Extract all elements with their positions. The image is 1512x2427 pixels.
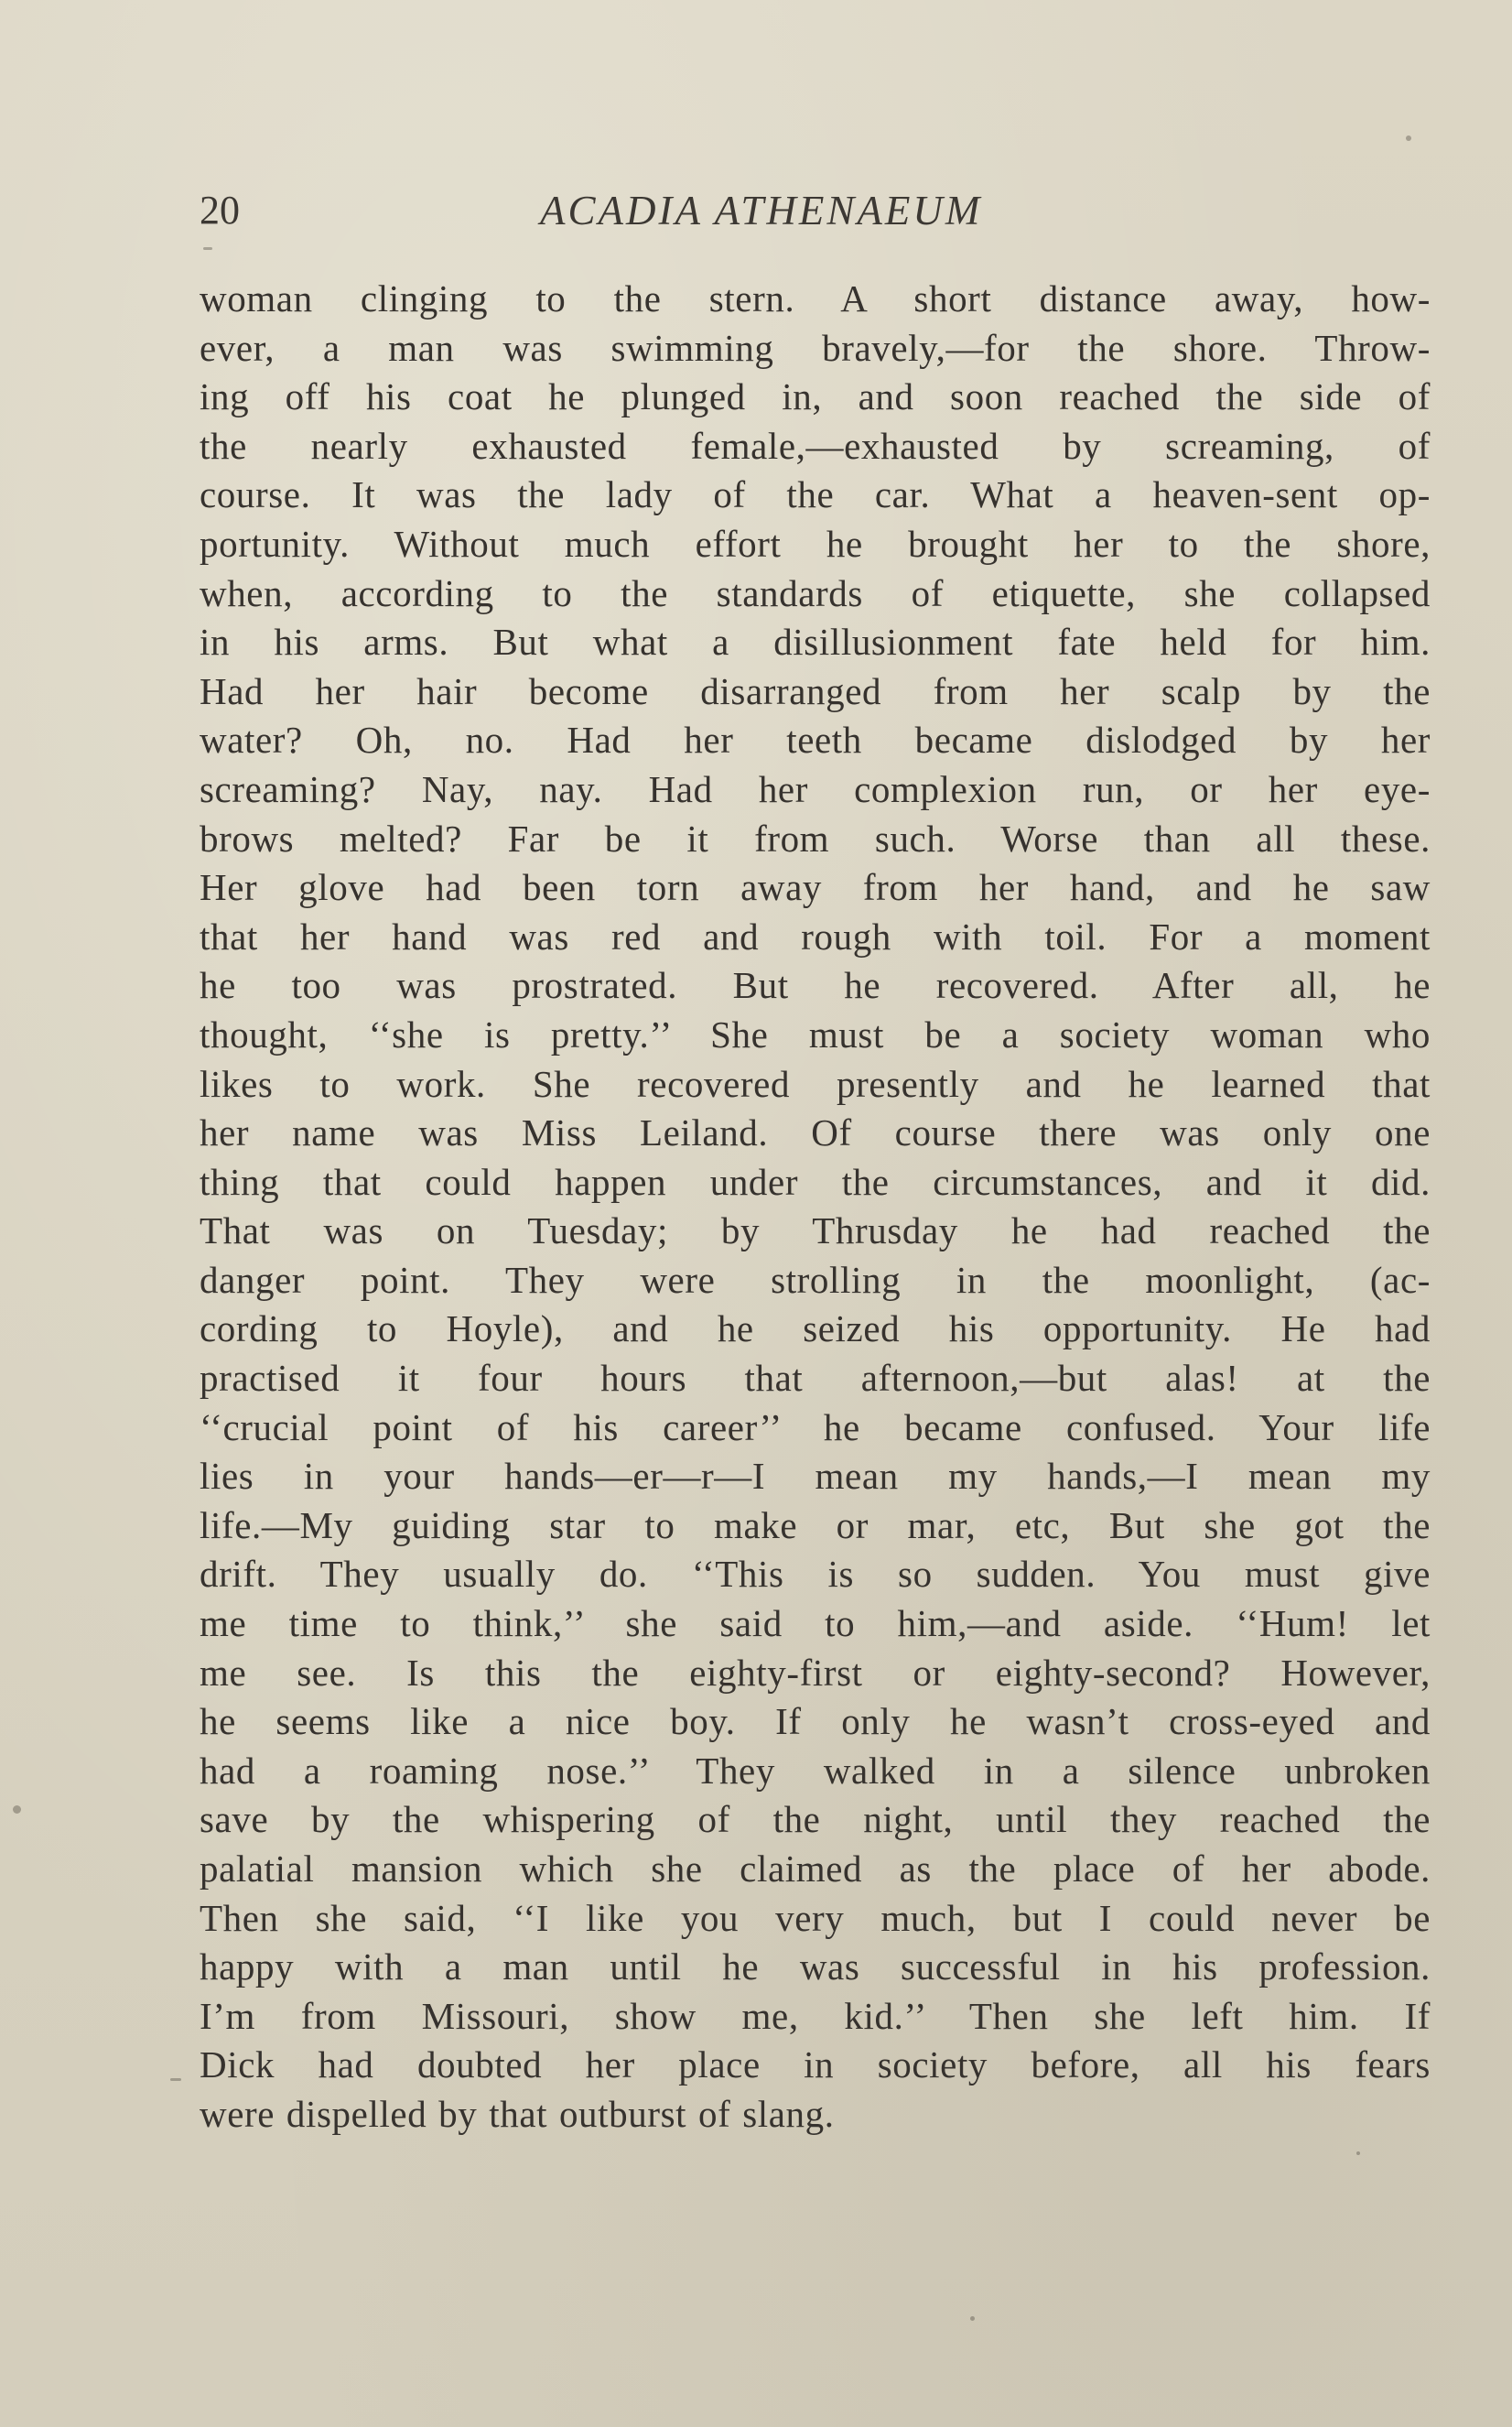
text-line: ever, a man was swimming bravely,—for the shore. Throw- <box>200 326 1431 369</box>
page-header <box>200 183 1078 247</box>
text-line: ‘‘crucial point of his career’’ he became confused. Your life <box>200 1405 1431 1448</box>
text-line: me see. Is this the eighty-first or eighty-second? However, <box>200 1651 1431 1694</box>
text-line: in his arms. But what a disillusionment fate held for him. <box>200 621 1431 664</box>
text-line: lies in your hands—er—r—I mean my hands,—I mean my <box>200 1455 1431 1498</box>
text-line: thought, ‘‘she is pretty.’’ She must be a society woman who <box>200 1013 1431 1056</box>
text-line: course. It was the lady of the car. What a heaven-sent op- <box>200 473 1431 516</box>
text-line: danger point. They were strolling in the moonlight, (ac- <box>200 1258 1431 1301</box>
text-line: that her hand was red and rough with toil. For a moment <box>200 915 1431 958</box>
text-line: Then she said, ‘‘I like you very much, but I could never be <box>200 1896 1431 1939</box>
text-line: Dick had doubted her place in society before, all his fears <box>200 2043 1431 2086</box>
text-line: water? Oh, no. Had her teeth became dislodged by her <box>200 719 1431 762</box>
text-line: Her glove had been torn away from her hand, and he saw <box>200 866 1431 909</box>
text-line: drift. They usually do. ‘‘This is so sudden. You must give <box>200 1553 1431 1596</box>
text-line: save by the whispering of the night, until they reached the <box>200 1798 1431 1841</box>
text-line: woman clinging to the stern. A short distance away, how- <box>200 277 1431 320</box>
text-line: cording to Hoyle), and he seized his opportunity. He had <box>200 1307 1431 1350</box>
text-line: palatial mansion which she claimed as the place of her abode. <box>200 1847 1431 1890</box>
paper-speck <box>1406 135 1411 141</box>
text-line: That was on Tuesday; by Thrusday he had reached the <box>200 1209 1431 1252</box>
running-head: ACADIA ATHENAEUM <box>540 188 983 233</box>
paper-speck <box>203 247 212 250</box>
text-line: me time to think,’’ she said to him,—and aside. ‘‘Hum! let <box>200 1602 1431 1645</box>
text-line: screaming? Nay, nay. Had her complexion run, or her eye- <box>200 767 1431 810</box>
text-line: happy with a man until he was successful in his profession. <box>200 1945 1431 1988</box>
text-line: her name was Miss Leiland. Of course there was only one <box>200 1111 1431 1154</box>
text-line: he seems like a nice boy. If only he wasn’t cross-eyed and <box>200 1700 1431 1743</box>
paper-speck <box>970 2316 975 2321</box>
text-line: life.—My guiding star to make or mar, etc, But she got the <box>200 1503 1431 1546</box>
text-line: brows melted? Far be it from such. Worse than all these. <box>200 817 1431 860</box>
text-line: portunity. Without much effort he brought her to the shore, <box>200 522 1431 565</box>
text-line: I’m from Missouri, show me, kid.’’ Then she left him. If <box>200 1994 1431 2037</box>
text-line: ing off his coat he plunged in, and soon reached the side of <box>200 375 1431 418</box>
text-line: were dispelled by that outburst of slang. <box>200 2092 835 2135</box>
text-line: thing that could happen under the circumstances, and it did. <box>200 1160 1431 1203</box>
text-line: when, according to the standards of etiquette, she collapsed <box>200 571 1431 614</box>
text-line: Had her hair become disarranged from her scalp by the <box>200 669 1431 712</box>
body-text <box>200 275 1431 2140</box>
text-line: had a roaming nose.’’ They walked in a silence unbroken <box>200 1749 1431 1792</box>
paper-speck <box>1356 2151 1360 2155</box>
page-number: 20 <box>200 188 240 233</box>
paper-speck <box>170 2078 181 2081</box>
paper-speck <box>13 1805 21 1814</box>
text-line: practised it four hours that afternoon,—but alas! at the <box>200 1357 1431 1400</box>
text-line: likes to work. She recovered presently and he learned that <box>200 1062 1431 1105</box>
text-line: he too was prostrated. But he recovered. After all, he <box>200 964 1431 1007</box>
text-line: the nearly exhausted female,—exhausted by screaming, of <box>200 424 1431 467</box>
